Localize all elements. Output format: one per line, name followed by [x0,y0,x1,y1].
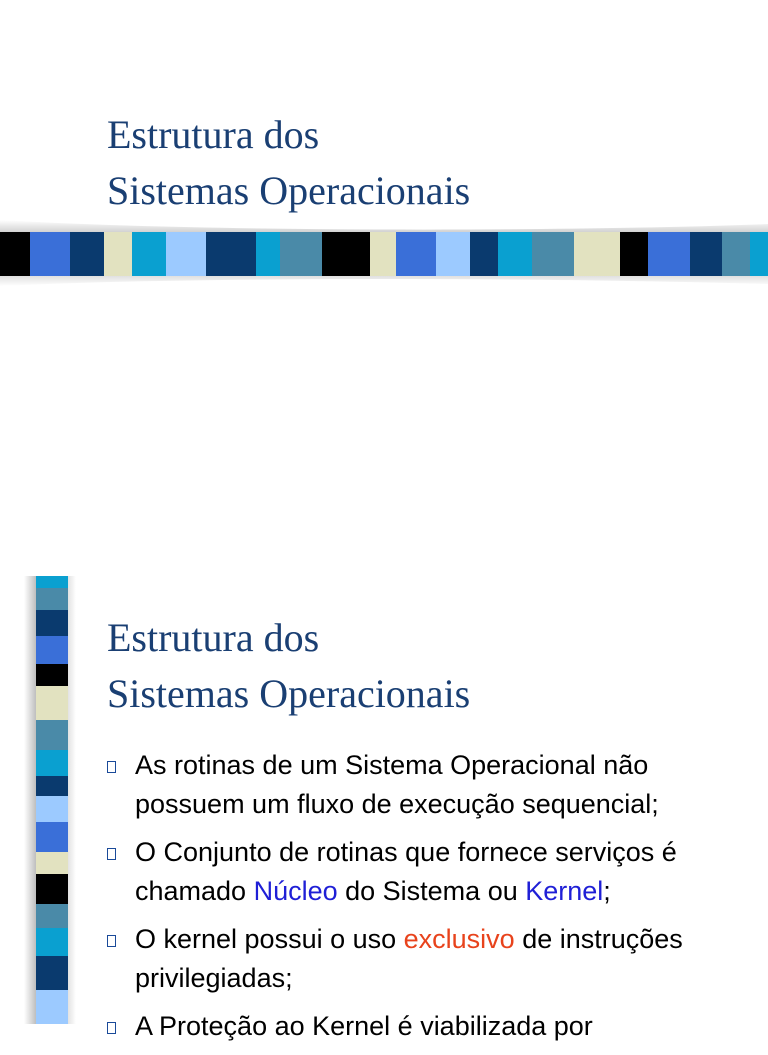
stripe-segment [36,750,68,776]
bullet-text-line: O Conjunto de rotinas que fornece serviços é [135,837,677,867]
stripe-segment [648,232,690,276]
stripe-segment [36,904,68,928]
stripe-segment [436,232,470,276]
bullet-list [107,746,757,1055]
stripe-segment [36,852,68,874]
stripe-segment [280,232,322,276]
bullet-text: do Sistema ou [337,876,526,906]
highlight-kernel: Kernel [525,876,604,906]
title-line-2: Sistemas Operacionais [107,168,471,213]
stripe-segment [36,956,68,990]
stripe-segment [370,232,396,276]
title-line-2: Sistemas Operacionais [107,671,471,716]
stripe-segment [36,636,68,664]
stripe-segment [36,576,68,588]
bullet-text: O kernel possui o uso [135,924,404,954]
stripe-segment [574,232,620,276]
stripe-segment [620,232,648,276]
stripe-segment [36,990,68,1024]
stripe-segment [132,232,166,276]
title-slide [0,0,768,500]
stripe-segment [722,232,750,276]
stripe-segment [104,232,132,276]
stripe-segment [166,232,206,276]
slide-title [107,107,470,219]
bullet-item [107,1007,757,1046]
stripe-segment [36,822,68,852]
stripe-segment [36,664,68,686]
slide-title [107,610,470,722]
stripe-segment [0,232,30,276]
stripe-segment [36,796,68,822]
bullet-text: chamado [135,876,254,906]
stripe-segment [498,232,532,276]
content-slide [0,576,768,1041]
bullet-text: ; [603,876,611,906]
stripe-segment [36,610,68,636]
stripe-segment [690,232,722,276]
highlight-nucleo: Núcleo [253,876,338,906]
stripe-segment [70,232,104,276]
square-bullet-icon [107,935,116,947]
decorative-vertical-stripe-band [24,576,76,1024]
stripe-segment [36,686,68,720]
stripe-segment [206,232,256,276]
decorative-stripe-band [0,212,768,292]
bullet-text-line: possuem um fluxo de execução sequencial; [135,789,659,819]
stripe-segment [322,232,370,276]
stripe-segment [470,232,498,276]
square-bullet-icon [107,761,116,773]
bullet-text-line: As rotinas de um Sistema Operacional não [135,750,649,780]
highlight-exclusivo: exclusivo [403,924,515,954]
stripe-segment [532,232,574,276]
bullet-item [107,746,757,824]
stripe-segment [750,232,768,276]
stripe-segment [36,874,68,904]
bullet-text-line: A Proteção ao Kernel é viabilizada por [135,1011,593,1041]
stripe-segment [396,232,436,276]
stripe-segment [256,232,280,276]
title-line-1: Estrutura dos [107,112,320,157]
stripe-segment [36,776,68,796]
bullet-text-line: privilegiadas; [135,963,293,993]
bullet-text: de instruções [514,924,683,954]
square-bullet-icon [107,848,116,860]
stripe-segment [36,588,68,610]
stripe-segment [36,720,68,750]
square-bullet-icon [107,1022,116,1034]
stripe-segment [30,232,70,276]
bullet-item [107,833,757,911]
bullet-item [107,920,757,998]
title-line-1: Estrutura dos [107,615,320,660]
stripe-segment [36,928,68,956]
